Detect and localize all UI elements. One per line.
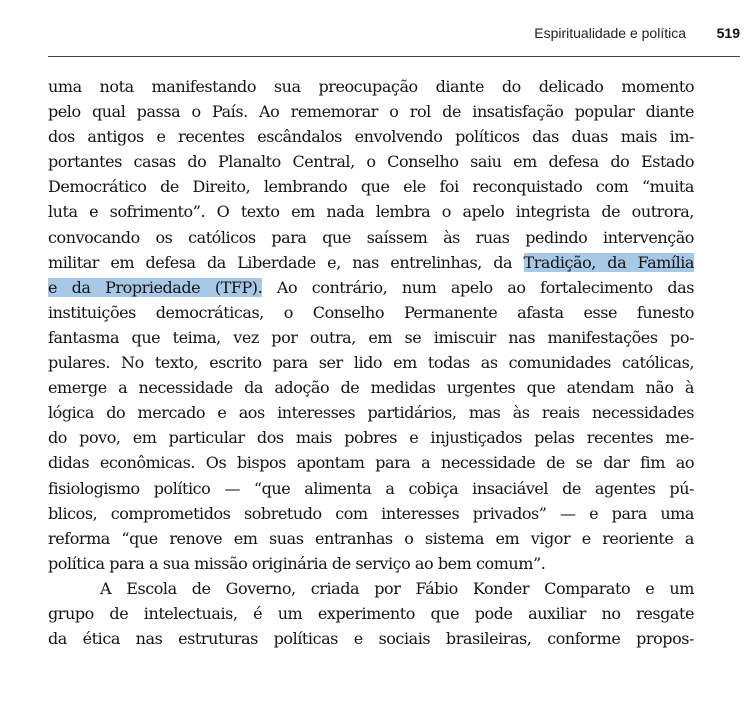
text-line: portantes casas do Planalto Central, o Conselho saiu em defesa do Estado [48, 152, 694, 172]
paragraph-first-line: A Escola de Governo, criada por Fábio Konder Comparato e um [100, 578, 694, 598]
running-header [48, 25, 740, 47]
selected-text-highlight[interactable]: Tradição, da Família [523, 252, 694, 272]
text-line [48, 250, 694, 275]
text-segment: Ao contrário, num apelo ao fortalecimento das [262, 277, 694, 297]
text-line: convocando os católicos para que saíssem às ruas pedindo intervenção [48, 227, 694, 247]
text-line: luta e sofrimento”. O texto em nada lembra o apelo integrista de outrora, [48, 202, 694, 222]
text-line: do povo, em particular dos mais pobres e injustiçados pelas recentes me- [48, 428, 694, 448]
text-line: fisiologismo político — “que alimenta a cobiça insaciável de agentes pú- [48, 478, 694, 498]
text-line: reforma “que renove em suas entranhas o sistema em vigor e reoriente a [48, 528, 694, 548]
page-number: 519 [716, 25, 740, 41]
header-divider [48, 56, 740, 57]
text-line: didas econômicas. Os bispos apontam para a necessidade de se dar fim ao [48, 453, 694, 473]
text-line: política para a sua missão originária de serviço ao bem comum”. [48, 553, 546, 573]
text-line: fantasma que teima, vez por outra, em se imiscuir nas manifestações po- [48, 327, 694, 347]
text-line: instituições democráticas, o Conselho Permanente afasta esse funesto [48, 302, 694, 322]
text-line: lógica do mercado e aos interesses partidários, mas às reais necessidades [48, 403, 694, 423]
text-line: emerge a necessidade da adoção de medidas urgentes que atendam não à [48, 378, 694, 398]
text-line: pelo qual passa o País. Ao rememorar o rol de insatisfação popular diante [48, 102, 694, 122]
body-text[interactable] [48, 74, 694, 651]
text-line: Democrático de Direito, lembrando que ele foi reconquistado com “muita [48, 177, 694, 197]
text-line: blicos, comprometidos sobretudo com interesses privados” — e para uma [48, 503, 694, 523]
running-title: Espiritualidade e política [534, 25, 686, 41]
text-line [48, 275, 694, 300]
text-segment: militar em defesa da Liberdade e, nas entrelinhas, da [48, 252, 524, 272]
text-line: uma nota manifestando sua preocupação diante do delicado momento [48, 77, 694, 96]
text-line: dos antigos e recentes escândalos envolvendo políticos das duas mais im- [48, 127, 694, 147]
text-line: pulares. No texto, escrito para ser lido em todas as comunidades católicas, [48, 353, 694, 373]
selected-text-highlight[interactable]: e da Propriedade (TFP). [48, 277, 263, 297]
text-line: grupo de intelectuais, é um experimento que pode auxiliar no resgate [48, 603, 694, 623]
text-line: da ética nas estruturas políticas e sociais brasileiras, conforme propos- [48, 629, 694, 649]
